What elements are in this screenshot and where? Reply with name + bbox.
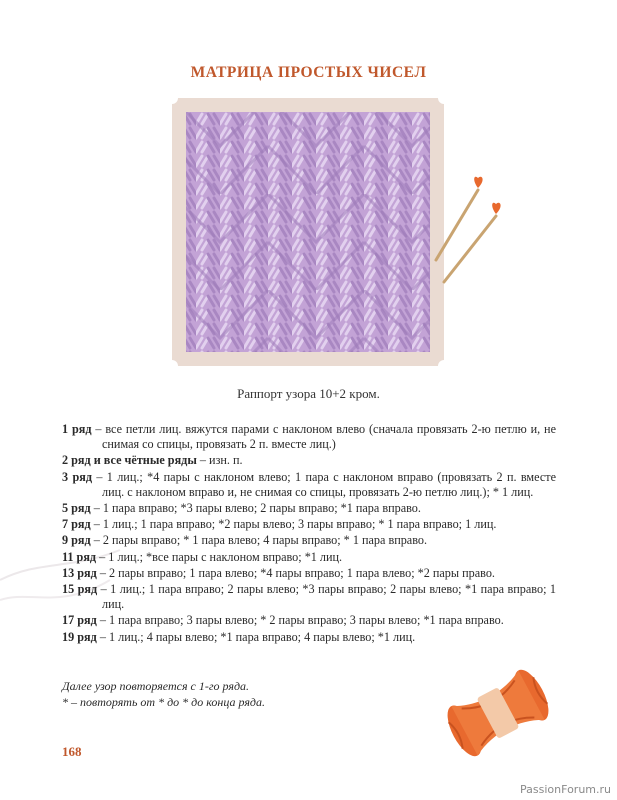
row-instruction <box>62 453 556 468</box>
page-number: 168 <box>62 744 82 759</box>
row-label: 11 ряд <box>62 549 97 564</box>
row-instruction <box>62 422 556 452</box>
row-label: 3 ряд <box>62 469 92 484</box>
pattern-notes <box>62 678 442 710</box>
row-label: 13 ряд <box>62 565 97 580</box>
row-instruction <box>62 470 556 500</box>
row-instruction <box>62 533 556 548</box>
row-text: – 1 лиц.; 1 пара вправо; 2 пары влево; *3 пары вправо; 2 пары влево; *1 пара вправо; 1 лиц. <box>97 582 556 612</box>
repeat-note: Далее узор повторяется с 1-го ряда. <box>62 679 250 693</box>
row-instruction <box>62 501 556 516</box>
site-watermark: PassionForum.ru <box>520 783 611 796</box>
row-label: 2 ряд и все чётные ряды <box>62 453 197 468</box>
yarn-skein-icon <box>438 668 558 762</box>
row-text: – изн. п. <box>196 453 243 468</box>
row-text: – 2 пары вправо; * 1 пара влево; 4 пары вправо; * 1 пара вправо. <box>90 533 428 548</box>
knitting-needles-icon <box>430 168 510 292</box>
row-instruction <box>62 517 556 532</box>
row-text: – 2 пары вправо; 1 пара влево; *4 пары вправо; 1 пара влево; *2 пары право. <box>96 565 495 580</box>
row-label: 19 ряд <box>62 629 97 644</box>
row-label: 5 ряд <box>62 501 91 516</box>
asterisk-note: * – повторять от * до * до конца ряда. <box>62 695 265 709</box>
row-label: 1 ряд <box>62 422 92 436</box>
knit-sample-photo <box>172 98 444 366</box>
row-instruction <box>62 630 556 645</box>
row-label: 17 ряд <box>62 613 97 628</box>
row-instruction <box>62 613 556 628</box>
row-text: – 1 лиц.; 4 пары влево; *1 пара вправо; 4 пары влево; *1 лиц. <box>96 629 416 644</box>
row-text: – 1 пара вправо; *3 пары влево; 2 пары вправо; *1 пара вправо. <box>90 501 421 516</box>
row-label: 15 ряд <box>62 582 98 597</box>
row-label: 7 ряд <box>62 517 91 532</box>
row-text: – все петли лиц. вяжутся парами с наклоном влево (сначала провязать 2-ю петлю и, не снимая со спицы, провязать 2 п. вместе лиц.) <box>91 422 556 452</box>
row-text: – 1 лиц.; *4 пары с наклоном влево; 1 пара с наклоном вправо (провязать 2 п. вместе лиц. с наклоном вправо и, не снимая со спицы, провязать 2-ю петлю лиц.); * 1 лиц. <box>91 469 556 499</box>
page-title: МАТРИЦА ПРОСТЫХ ЧИСЕЛ <box>190 64 427 81</box>
row-instructions <box>62 422 556 646</box>
row-instruction <box>62 550 556 565</box>
pattern-repeat-caption: Раппорт узора 10+2 кром. <box>237 386 380 401</box>
row-text: – 1 лиц.; *все пары с наклоном вправо; *1 лиц. <box>96 549 343 564</box>
row-label: 9 ряд <box>62 533 91 548</box>
row-text: – 1 пара вправо; 3 пары влево; * 2 пары вправо; 3 пары влево; *1 пара вправо. <box>96 613 504 628</box>
row-instruction <box>62 566 556 581</box>
row-text: – 1 лиц.; 1 пара вправо; *2 пары влево; 3 пары вправо; * 1 пара вправо; 1 лиц. <box>90 517 497 532</box>
row-instruction <box>62 582 556 612</box>
